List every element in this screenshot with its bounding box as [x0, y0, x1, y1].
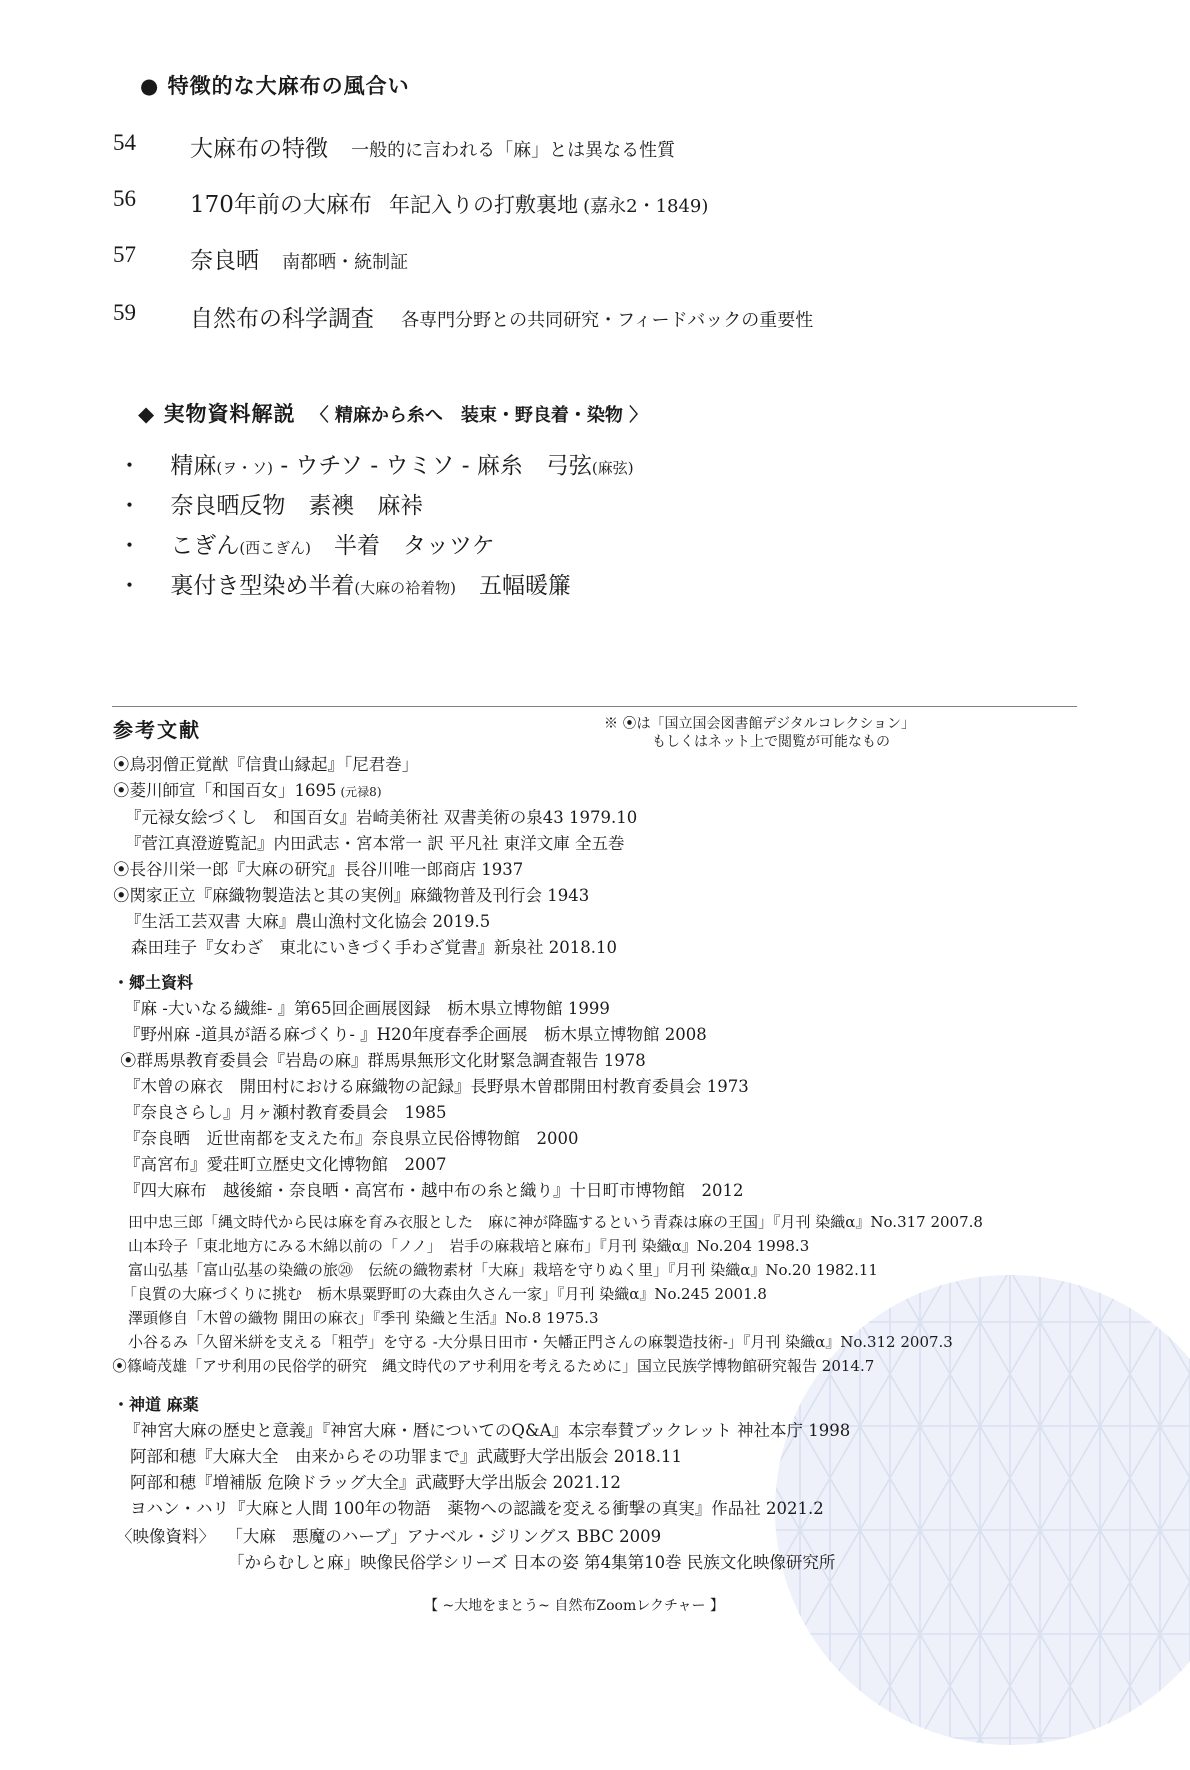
item-text: 精麻: [170, 453, 217, 479]
bullet: ・: [118, 453, 141, 479]
reference-item: 『木曾の麻衣 開田村における麻織物の記録』長野県木曽郡開田村教育委員会 1973: [124, 1077, 749, 1096]
item-text: 奈良晒反物 素襖 麻裃: [170, 493, 424, 519]
footer: 【 ~大地をまとう~ 自然布Zoomレクチャー 】: [424, 1598, 724, 1614]
toc-title: 奈良晒: [190, 248, 259, 274]
list-item: [118, 567, 571, 600]
reference-item: 小谷るみ「久留米絣を支える「粗苧」を守る -大分県日田市・矢幡正門さんの麻製造技術-」『月刊 染織α』No.312 2007.3: [128, 1333, 953, 1351]
video-label: 〈映像資料〉: [116, 1527, 215, 1546]
reference-item: 『麻 -大いなる繊維- 』第65回企画展図録 栃木県立博物館 1999: [124, 999, 610, 1018]
references-local: [120, 996, 749, 1204]
video-row: [116, 1524, 835, 1550]
toc-extra: (嘉永2・1849): [583, 196, 709, 217]
references-articles: [112, 1210, 983, 1378]
bullet: ・: [118, 533, 141, 559]
reference-item: ⦿長谷川栄一郎『大麻の研究』長谷川唯一郎商店 1937: [113, 860, 524, 879]
item-text: こぎん: [170, 533, 240, 559]
item-note: (西こぎん): [239, 539, 312, 557]
reference-item: 『奈良さらし』月ヶ瀬村教育委員会 1985: [124, 1103, 447, 1122]
reference-item: ⦿関家正立『麻織物製造法と其の実例』麻織物普及刊行会 1943: [113, 886, 590, 905]
reference-item: ⦿篠崎茂雄「アサ利用の民俗学的研究 縄文時代のアサ利用を考えるために」国立民族学博物館研究報告 2014.7: [112, 1357, 875, 1375]
toc-description: 一般的に言われる「麻」とは異なる性質: [351, 140, 676, 161]
section-shinto: ・神道 麻薬: [113, 1395, 199, 1414]
reference-item: 「良質の大麻づくりに挑む 栃木県粟野町の大森由久さん一家」『月刊 染織α』No.245 2001.8: [122, 1285, 767, 1303]
note-line: ※ ⦿は「国立国会図書館デジタルコレクション」: [604, 716, 916, 732]
reference-item: 『四大麻布 越後縮・奈良晒・高宮布・越中布の糸と織り』十日町市博物館 2012: [124, 1181, 744, 1200]
item-text: 半着 タッツケ: [311, 533, 495, 559]
reference-item: 阿部和穂『増補版 危険ドラッグ大全』武蔵野大学出版会 2021.12: [130, 1473, 621, 1492]
item-note: (麻弦): [591, 459, 634, 477]
reference-item: 田中忠三郎「縄文時代から民は麻を育み衣服とした 麻に神が降臨するという青森は麻の王国」『月刊 染織α』No.317 2007.8: [128, 1213, 983, 1231]
reference-item: 『奈良晒 近世南都を支えた布』奈良県立民俗博物館 2000: [124, 1129, 579, 1148]
toc-page-number: 56: [113, 186, 136, 211]
toc-page-number: 54: [113, 130, 136, 155]
video-item: 「からむしと麻」映像民俗学シリーズ 日本の姿 第4集第10巻 民族文化映像研究所: [228, 1553, 836, 1572]
reference-item: 『高宮布』愛荘町立歴史文化博物館 2007: [124, 1155, 447, 1174]
bullet: ・: [118, 493, 141, 519]
references-shinto: [124, 1418, 850, 1522]
exhibit-subtitle: 〈 精麻から糸へ 装束・野良着・染物 〉: [310, 405, 648, 426]
toc-page-number: 59: [113, 300, 136, 325]
item-text: - ウチソ - ウミソ - 麻糸 弓弦: [273, 453, 592, 479]
list-item: [118, 527, 495, 560]
toc-row: [113, 300, 136, 326]
reference-item: 富山弘基「富山弘基の染織の旅⑳ 伝統の織物素材「大麻」栽培を守りぬく里」『月刊 染織α』No.20 1982.11: [128, 1261, 878, 1279]
toc-row: [113, 186, 136, 212]
list-item: [118, 447, 634, 480]
note-line: もしくはネット上で閲覧が可能なもの: [652, 734, 890, 750]
references-title: 参考文献: [113, 718, 201, 742]
bullet: ・: [118, 573, 141, 599]
references-note: [604, 715, 915, 751]
reference-item: [113, 778, 637, 805]
reference-item: 『元禄女絵づくし 和国百女』岩崎美術社 双書美術の泉43 1979.10: [125, 808, 638, 827]
references-main: [113, 752, 637, 961]
toc-page-number: 57: [113, 242, 136, 267]
toc-description: 南都晒・統制証: [282, 252, 409, 273]
video-item: 「大麻 悪魔のハーブ」アナベル・ジリングス BBC 2009: [226, 1527, 662, 1546]
reference-item: 『野州麻 -道具が語る麻づくり- 』H20年度春季企画展 栃木県立博物館 2008: [124, 1025, 707, 1044]
item-text: 五幅暖簾: [456, 573, 572, 599]
list-item: [118, 487, 423, 520]
reference-item: ⦿群馬県教育委員会『岩島の麻』群馬県無形文化財緊急調査報告 1978: [120, 1051, 646, 1070]
reference-item: 阿部和穂『大麻大全 由来からその功罪まで』武蔵野大学出版会 2018.11: [130, 1447, 682, 1466]
reference-item: ヨハン・ハリ『大麻と人間 100年の物語 薬物への認識を変える衝撃の真実』作品社 2021.2: [130, 1499, 824, 1518]
reference-item: 『神宮大麻の歴史と意義』『神宮大麻・暦についてのQ&A』本宗奉賛ブックレット 神社本庁 1998: [124, 1421, 851, 1440]
toc-row-text: [190, 130, 675, 163]
reference-item: 『生活工芸双書 大麻』農山漁村文化協会 2019.5: [125, 912, 491, 931]
toc-title: 170年前の大麻布: [190, 192, 372, 218]
reference-text: ⦿菱川師宣「和国百女」1695: [113, 781, 337, 800]
reference-item: 森田珪子『女わざ 東北にいきづく手わざ覚書』新泉社 2018.10: [131, 938, 617, 957]
toc-row-text: [190, 242, 408, 275]
item-note: (ヲ・ソ): [216, 459, 274, 477]
item-text: 裏付き型染め半着: [170, 573, 355, 599]
toc-row: [113, 130, 136, 156]
section-heading-exhibits: [138, 398, 647, 428]
reference-item: 山本玲子「東北地方にみる木綿以前の「ノノ」 岩手の麻栽培と麻布」『月刊 染織α』No.204 1998.3: [128, 1237, 810, 1255]
reference-item: ⦿鳥羽僧正覚猷『信貴山縁起』「尼君巻」: [113, 755, 419, 774]
toc-row-text: [190, 186, 708, 219]
exhibit-title: ◆ 実物資料解説: [138, 401, 296, 426]
section-heading-characteristics: ● 特徴的な大麻布の風合い: [140, 73, 410, 98]
toc-row: [113, 242, 136, 268]
toc-row-text: [190, 300, 813, 333]
toc-title: 自然布の科学調査: [190, 306, 374, 332]
divider: [112, 706, 1077, 707]
section-local-materials: ・郷土資料: [113, 973, 194, 992]
toc-description: 各専門分野との共同研究・フィードバックの重要性: [401, 310, 814, 331]
reference-note: (元禄8): [340, 785, 382, 799]
item-note: (大麻の袷着物): [354, 579, 457, 597]
toc-description: 年記入りの打敷裏地: [389, 193, 578, 217]
reference-item: 澤頭修自「木曾の織物 開田の麻衣」『季刊 染織と生活』No.8 1975.3: [128, 1309, 599, 1327]
video-materials: [116, 1524, 835, 1576]
toc-title: 大麻布の特徴: [190, 136, 328, 162]
reference-item: 『菅江真澄遊覧記』内田武志・宮本常一 訳 平凡社 東洋文庫 全五巻: [125, 834, 625, 853]
